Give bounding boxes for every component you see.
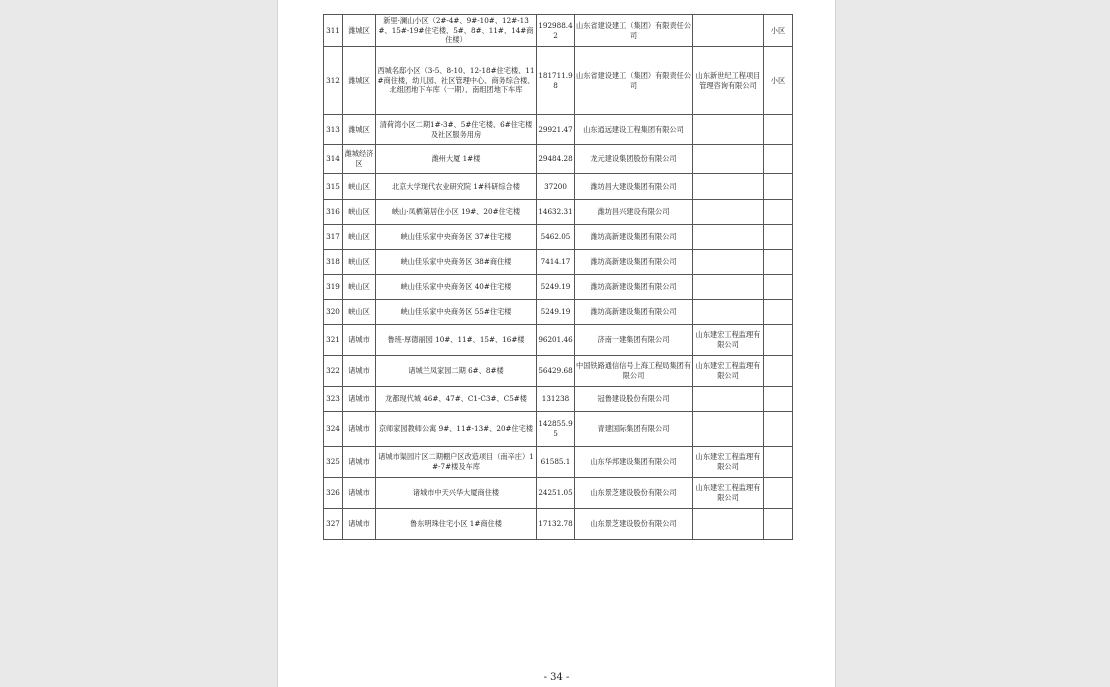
cell-project: 西城名邸小区（3-5、8-10、12-18#住宅楼、11#商住楼，幼儿园、社区管理中心、商务综合楼、北组团地下车库（一期）、南组团地下车库	[376, 47, 537, 115]
cell-supervisor	[693, 174, 764, 200]
cell-supervisor	[693, 200, 764, 225]
cell-builder: 冠鲁建设股份有限公司	[575, 387, 693, 412]
cell-supervisor	[693, 15, 764, 47]
cell-project: 峡山佳乐家中央商务区 37#住宅楼	[376, 225, 537, 250]
cell-builder: 中国铁路通信信号上海工程局集团有限公司	[575, 356, 693, 387]
cell-builder: 龙元建设集团股份有限公司	[575, 145, 693, 174]
cell-no: 314	[324, 145, 343, 174]
table-row	[324, 356, 793, 387]
cell-no: 317	[324, 225, 343, 250]
cell-district: 诸城市	[343, 478, 376, 509]
table-row	[324, 145, 793, 174]
table-row	[324, 387, 793, 412]
cell-area: 181711.98	[537, 47, 575, 115]
cell-district: 峡山区	[343, 200, 376, 225]
cell-area: 5249.19	[537, 300, 575, 325]
cell-type: 小区	[764, 15, 793, 47]
cell-supervisor	[693, 387, 764, 412]
cell-type: 小区	[764, 47, 793, 115]
cell-supervisor: 山东建宏工程监理有限公司	[693, 356, 764, 387]
cell-project: 峡山佳乐家中央商务区 38#商住楼	[376, 250, 537, 275]
cell-project: 新里·澜山小区（2#-4#、9#-10#、12#-13#、15#-19#住宅楼、5#、8#、11#、14#商住楼）	[376, 15, 537, 47]
cell-no: 326	[324, 478, 343, 509]
cell-no: 324	[324, 412, 343, 447]
cell-supervisor: 山东建宏工程监理有限公司	[693, 478, 764, 509]
cell-builder: 青建国际集团有限公司	[575, 412, 693, 447]
cell-district: 诸城市	[343, 356, 376, 387]
cell-no: 315	[324, 174, 343, 200]
cell-district: 诸城市	[343, 387, 376, 412]
cell-district: 峡山区	[343, 275, 376, 300]
cell-builder: 山东逍远建设工程集团有限公司	[575, 115, 693, 145]
cell-project: 清荷湾小区二期1#-3#、5#住宅楼、6#住宅楼及社区服务用房	[376, 115, 537, 145]
cell-project: 诸城市渠园片区二期棚户区改造项目（南辛庄）1#-7#楼及车库	[376, 447, 537, 478]
cell-district: 峡山区	[343, 250, 376, 275]
cell-builder: 潍坊高新建设集团有限公司	[575, 250, 693, 275]
cell-no: 322	[324, 356, 343, 387]
cell-type	[764, 145, 793, 174]
cell-supervisor	[693, 145, 764, 174]
cell-district: 诸城市	[343, 509, 376, 540]
document-page	[277, 0, 836, 687]
cell-no: 318	[324, 250, 343, 275]
cell-supervisor: 山东建宏工程监理有限公司	[693, 447, 764, 478]
cell-area: 131238	[537, 387, 575, 412]
cell-district: 诸城市	[343, 325, 376, 356]
cell-district: 诸城市	[343, 447, 376, 478]
cell-supervisor	[693, 275, 764, 300]
cell-builder: 山东景芝建设股份有限公司	[575, 478, 693, 509]
cell-no: 325	[324, 447, 343, 478]
cell-supervisor: 山东建宏工程监理有限公司	[693, 325, 764, 356]
cell-builder: 潍坊高新建设集团有限公司	[575, 225, 693, 250]
cell-no: 320	[324, 300, 343, 325]
cell-no: 323	[324, 387, 343, 412]
cell-type	[764, 509, 793, 540]
cell-project: 峡山佳乐家中央商务区 55#住宅楼	[376, 300, 537, 325]
cell-type	[764, 275, 793, 300]
cell-project: 京师家园教师公寓 9#、11#-13#、20#住宅楼	[376, 412, 537, 447]
cell-type	[764, 447, 793, 478]
cell-area: 56429.68	[537, 356, 575, 387]
table-row	[324, 47, 793, 115]
table-row	[324, 115, 793, 145]
cell-no: 321	[324, 325, 343, 356]
cell-type	[764, 250, 793, 275]
page-number: - 34 -	[543, 672, 570, 683]
table-row	[324, 447, 793, 478]
cell-area: 29484.28	[537, 145, 575, 174]
table-row	[324, 509, 793, 540]
table-row	[324, 412, 793, 447]
cell-area: 142855.95	[537, 412, 575, 447]
cell-district: 潍城区	[343, 15, 376, 47]
cell-project: 诸城兰凤家园二期 6#、8#楼	[376, 356, 537, 387]
cell-area: 24251.05	[537, 478, 575, 509]
table-row	[324, 225, 793, 250]
cell-type	[764, 225, 793, 250]
table-row	[324, 275, 793, 300]
table-body	[324, 15, 793, 540]
table-row	[324, 478, 793, 509]
cell-type	[764, 412, 793, 447]
cell-type	[764, 115, 793, 145]
cell-type	[764, 478, 793, 509]
cell-builder: 潍坊昌兴建设有限公司	[575, 200, 693, 225]
cell-project: 鲁东明珠住宅小区 1#商住楼	[376, 509, 537, 540]
cell-type	[764, 300, 793, 325]
cell-project: 龙都现代城 46#、47#、C1-C3#、C5#楼	[376, 387, 537, 412]
cell-builder: 山东景芝建设股份有限公司	[575, 509, 693, 540]
cell-supervisor: 山东新世纪工程项目管理咨询有限公司	[693, 47, 764, 115]
cell-no: 327	[324, 509, 343, 540]
cell-area: 61585.1	[537, 447, 575, 478]
cell-project: 鲁班·厚德丽园 10#、11#、15#、16#楼	[376, 325, 537, 356]
cell-project: 诸城市中天兴华大厦商住楼	[376, 478, 537, 509]
table-row	[324, 174, 793, 200]
table-row	[324, 250, 793, 275]
cell-area: 5249.19	[537, 275, 575, 300]
cell-project: 峡山佳乐家中央商务区 40#住宅楼	[376, 275, 537, 300]
cell-no: 312	[324, 47, 343, 115]
cell-project: 北京大学现代农业研究院 1#科研综合楼	[376, 174, 537, 200]
cell-area: 192988.42	[537, 15, 575, 47]
cell-type	[764, 325, 793, 356]
cell-builder: 山东华邦建设集团有限公司	[575, 447, 693, 478]
table-row	[324, 15, 793, 47]
table-row	[324, 200, 793, 225]
cell-no: 316	[324, 200, 343, 225]
cell-builder: 潍坊昌大建设集团有限公司	[575, 174, 693, 200]
cell-area: 7414.17	[537, 250, 575, 275]
cell-district: 潍城经济区	[343, 145, 376, 174]
cell-area: 29921.47	[537, 115, 575, 145]
cell-project: 峡山·凤栖第居住小区 19#、20#住宅楼	[376, 200, 537, 225]
cell-area: 37200	[537, 174, 575, 200]
cell-area: 96201.46	[537, 325, 575, 356]
cell-district: 峡山区	[343, 225, 376, 250]
cell-supervisor	[693, 250, 764, 275]
cell-builder: 济南一建集团有限公司	[575, 325, 693, 356]
cell-supervisor	[693, 115, 764, 145]
cell-district: 峡山区	[343, 174, 376, 200]
cell-district: 诸城市	[343, 412, 376, 447]
cell-project: 潍州大厦 1#楼	[376, 145, 537, 174]
table-row	[324, 325, 793, 356]
cell-builder: 潍坊高新建设集团有限公司	[575, 300, 693, 325]
cell-no: 319	[324, 275, 343, 300]
cell-area: 14632.31	[537, 200, 575, 225]
project-table	[323, 14, 793, 540]
cell-district: 峡山区	[343, 300, 376, 325]
cell-supervisor	[693, 509, 764, 540]
cell-supervisor	[693, 412, 764, 447]
cell-builder: 山东省建设建工（集团）有限责任公司	[575, 47, 693, 115]
cell-builder: 山东省建设建工（集团）有限责任公司	[575, 15, 693, 47]
cell-type	[764, 356, 793, 387]
cell-area: 5462.05	[537, 225, 575, 250]
cell-type	[764, 174, 793, 200]
cell-area: 17132.78	[537, 509, 575, 540]
cell-no: 311	[324, 15, 343, 47]
table-row	[324, 300, 793, 325]
cell-supervisor	[693, 300, 764, 325]
cell-no: 313	[324, 115, 343, 145]
cell-district: 潍城区	[343, 47, 376, 115]
cell-type	[764, 387, 793, 412]
cell-builder: 潍坊高新建设集团有限公司	[575, 275, 693, 300]
cell-district: 潍城区	[343, 115, 376, 145]
cell-type	[764, 200, 793, 225]
cell-supervisor	[693, 225, 764, 250]
